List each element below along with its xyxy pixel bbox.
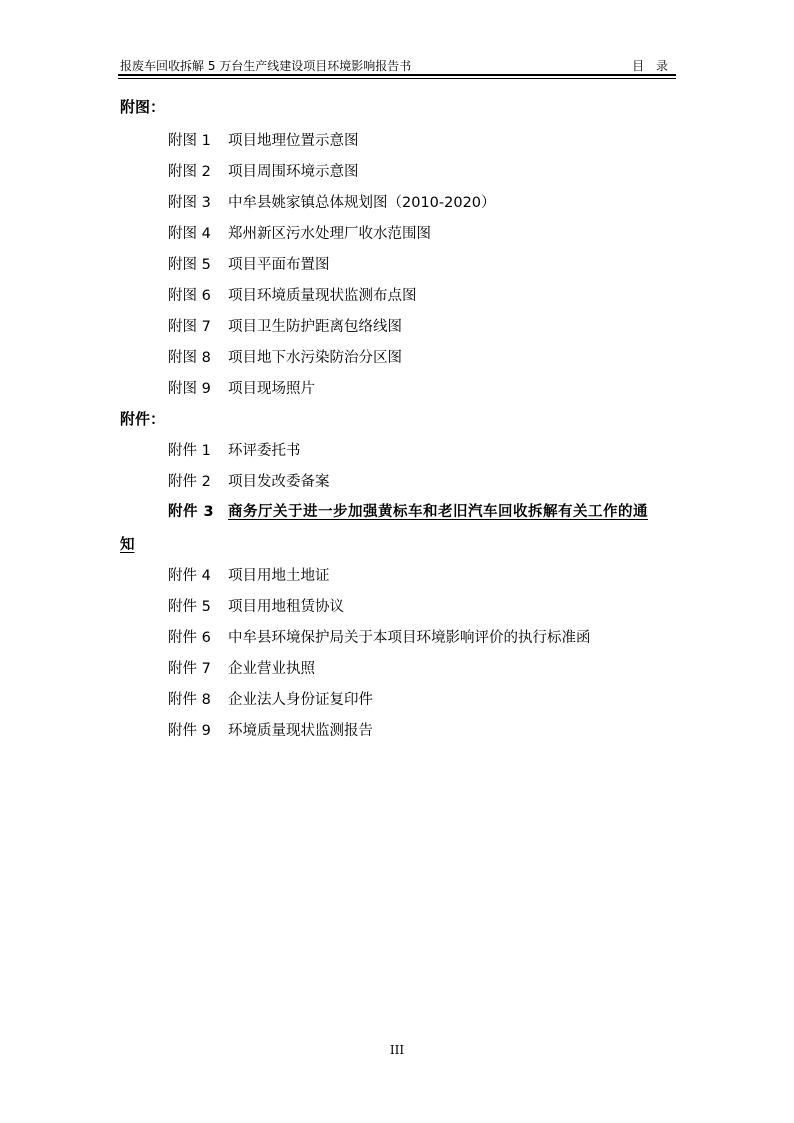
- header-rule-thick: [118, 74, 676, 76]
- figure-number: 附图 1: [168, 133, 211, 149]
- attachment-item: [168, 564, 330, 585]
- attachment-number: 附件 3: [168, 504, 215, 520]
- attachment-item: [168, 595, 344, 616]
- attachment-number: 附件 5: [168, 599, 211, 615]
- figures-heading: 附图：: [120, 98, 166, 116]
- attachment-item: [168, 657, 315, 678]
- header-rule-thin: [118, 78, 676, 79]
- figure-label: 项目地下水污染防治分区图: [228, 350, 402, 366]
- attachment-number: 附件 4: [168, 568, 211, 584]
- attachment-label: 环境质量现状监测报告: [228, 723, 373, 739]
- figure-item: [168, 377, 315, 398]
- attachment-label: 企业法人身份证复印件: [228, 692, 373, 708]
- figure-number: 附图 3: [168, 195, 211, 211]
- figure-number: 附图 6: [168, 288, 211, 304]
- attachment-number: 附件 2: [168, 474, 211, 490]
- figure-number: 附图 4: [168, 226, 211, 242]
- figure-item: [168, 160, 359, 181]
- figure-label: 项目周围环境示意图: [228, 164, 359, 180]
- attachment-label: 项目用地土地证: [228, 568, 330, 584]
- attachment-number: 附件 8: [168, 692, 211, 708]
- attachment-label: 项目用地租赁协议: [228, 599, 344, 615]
- figure-label: 项目环境质量现状监测布点图: [228, 288, 417, 304]
- figure-item: [168, 191, 496, 212]
- figure-item: [168, 315, 402, 336]
- attachment-item: [168, 470, 330, 491]
- figure-item: [168, 284, 417, 305]
- figure-label: 项目现场照片: [228, 381, 315, 397]
- attachment-label: 商务厅关于进一步加强黄标车和老旧汽车回收拆解有关工作的通: [228, 504, 648, 520]
- attachment-number: 附件 6: [168, 630, 211, 646]
- page-header: [118, 56, 676, 76]
- attachment-item-emphasized: [168, 496, 680, 528]
- attachment-item: [168, 439, 301, 460]
- attachment-number: 附件 7: [168, 661, 211, 677]
- attachment-item: [168, 626, 591, 647]
- document-title: 报废车回收拆解 5 万台生产线建设项目环境影响报告书: [120, 59, 412, 73]
- figure-item: [168, 222, 431, 243]
- figure-number: 附图 9: [168, 381, 211, 397]
- figure-item: [168, 253, 330, 274]
- page-number: III: [389, 1043, 405, 1057]
- figure-number: 附图 8: [168, 350, 211, 366]
- attachment-number: 附件 1: [168, 443, 211, 459]
- attachment-item: [168, 719, 373, 740]
- attachment-label: 企业营业执照: [228, 661, 315, 677]
- figure-item: [168, 346, 402, 367]
- attachment-label: 环评委托书: [228, 443, 301, 459]
- attachments-heading: 附件：: [120, 410, 166, 428]
- figure-label: 中牟县姚家镇总体规划图（2010-2020）: [228, 195, 496, 211]
- attachment-label: 中牟县环境保护局关于本项目环境影响评价的执行标准函: [228, 630, 591, 646]
- figure-label: 郑州新区污水处理厂收水范围图: [228, 226, 431, 242]
- attachment-label: 项目发改委备案: [228, 474, 330, 490]
- attachment-item: [168, 688, 373, 709]
- figure-label: 项目卫生防护距离包络线图: [228, 319, 402, 335]
- figure-number: 附图 2: [168, 164, 211, 180]
- attachment-number: 附件 9: [168, 723, 211, 739]
- figure-number: 附图 5: [168, 257, 211, 273]
- figure-label: 项目地理位置示意图: [228, 133, 359, 149]
- figure-number: 附图 7: [168, 319, 211, 335]
- figure-item: [168, 129, 359, 150]
- figure-label: 项目平面布置图: [228, 257, 330, 273]
- section-label: 目 录: [632, 59, 672, 73]
- attachment-label-continuation: 知: [120, 537, 135, 553]
